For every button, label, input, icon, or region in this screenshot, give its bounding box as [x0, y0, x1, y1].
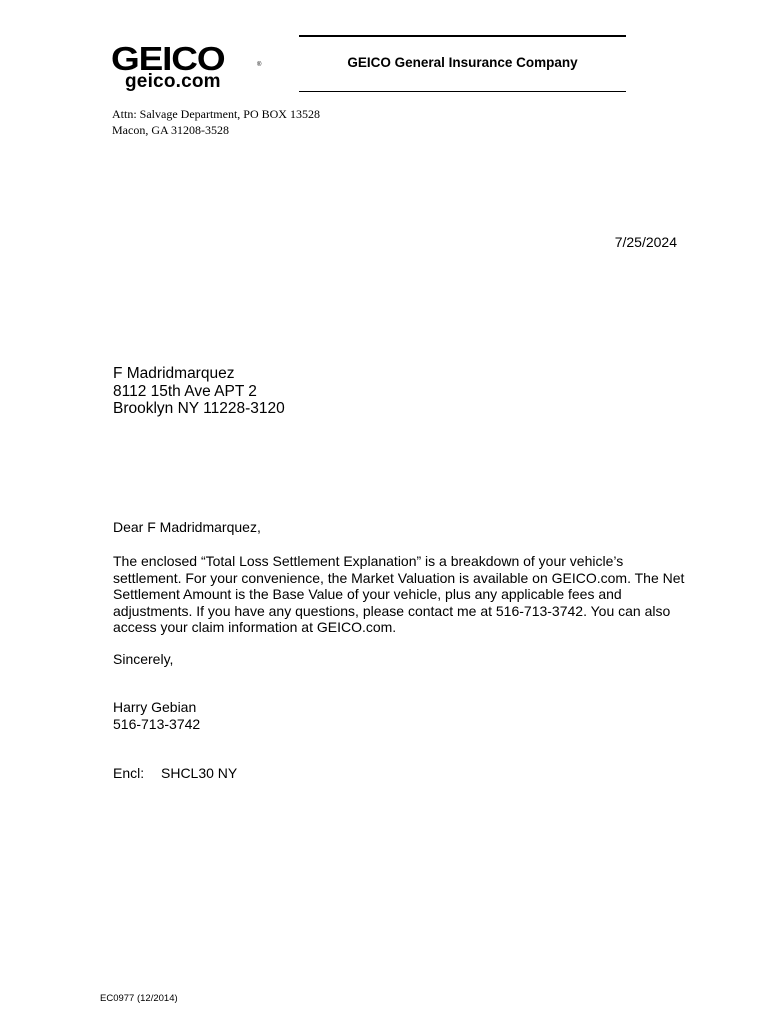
letter-date: 7/25/2024	[614, 234, 677, 250]
logo-brand-text: GEICO	[111, 40, 225, 77]
company-name: GEICO General Insurance Company	[347, 55, 578, 70]
closing: Sincerely,	[113, 651, 174, 667]
return-address-line-2: Macon, GA 31208-3528	[112, 123, 229, 137]
signer-name: Harry Gebian	[113, 699, 197, 715]
recipient-city-state-zip: Brooklyn NY 11228-3120	[113, 400, 285, 417]
enclosure-value: SHCL30 NY	[161, 765, 238, 781]
return-address	[112, 106, 320, 138]
paragraph-line: adjustments. If you have any questions, please contact me at 516-713-3742. You can also	[113, 602, 671, 619]
paragraph-line: The enclosed “Total Loss Settlement Explanation” is a breakdown of your vehicle’s	[113, 553, 624, 569]
letter-paragraph	[113, 553, 693, 636]
form-code: EC0977 (12/2014)	[100, 993, 178, 1004]
paragraph-line: settlement. For your convenience, the Market Valuation is available on GEICO.com. The Net	[113, 569, 685, 586]
salutation: Dear F Madridmarquez,	[113, 519, 261, 535]
signer-phone: 516-713-3742	[113, 715, 201, 732]
header-top-rule	[299, 35, 626, 37]
recipient-address	[113, 365, 285, 418]
enclosure-label: Encl:	[113, 765, 145, 781]
recipient-name: F Madridmarquez	[113, 365, 235, 382]
paragraph-line: access your claim information at GEICO.com.	[113, 619, 397, 635]
logo-website-text: geico.com	[125, 71, 221, 92]
geico-logo	[111, 42, 261, 94]
return-address-line-1: Attn: Salvage Department, PO BOX 13528	[112, 107, 320, 121]
signature-block	[113, 699, 693, 732]
enclosure-line	[113, 765, 693, 782]
logo-registered-mark: ®	[257, 62, 262, 68]
header-bottom-rule	[299, 91, 626, 92]
paragraph-line: Settlement Amount is the Base Value of your vehicle, plus any applicable fees and	[113, 586, 622, 602]
recipient-street: 8112 15th Ave APT 2	[113, 382, 257, 400]
